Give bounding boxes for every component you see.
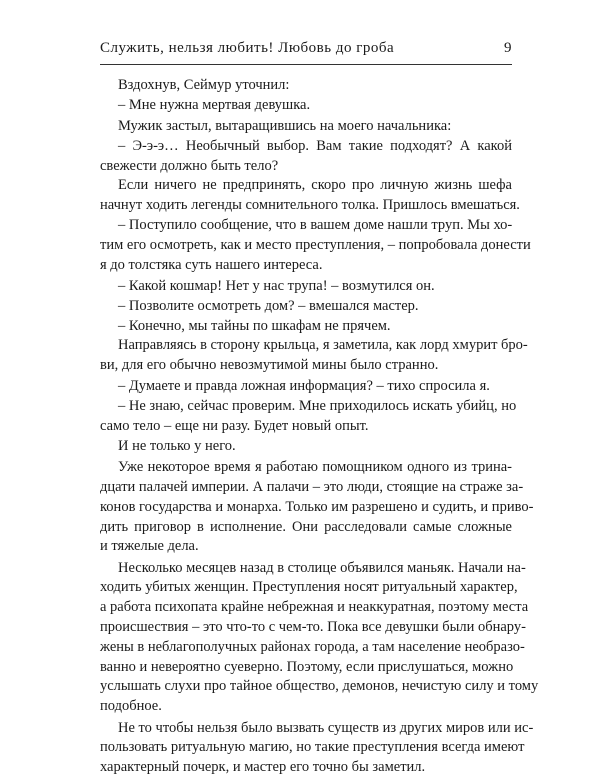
text-line: подобное. xyxy=(100,698,162,715)
body-text xyxy=(100,76,539,778)
paragraph xyxy=(100,377,512,397)
text-line: свежести должно быть тело? xyxy=(100,157,279,174)
paragraph xyxy=(100,458,534,557)
text-line: конов государства и монарха. Только им разрешено и судить, и приво- xyxy=(100,498,534,515)
text-line: дить приговор в исполнение. Они расследовали самые сложные xyxy=(100,518,512,535)
text-line: пользовать ритуальную магию, но такие преступления всегда имеют xyxy=(100,739,525,756)
text-line: ванно и невероятно суеверно. Поэтому, если прислушаться, можно xyxy=(100,658,514,675)
page-number: 9 xyxy=(504,40,512,56)
paragraph xyxy=(100,437,512,457)
paragraph xyxy=(100,117,512,137)
text-line: характерный почерк, и мастер его точно бы заметил. xyxy=(100,759,426,776)
header-rule xyxy=(100,64,512,65)
text-line: а работа психопата крайне небрежная и неаккуратная, поэтому места xyxy=(100,599,529,616)
paragraph xyxy=(100,559,539,717)
text-line: Несколько месяцев назад в столице объявился маньяк. Начали на- xyxy=(118,559,526,576)
text-line: и тяжелые дела. xyxy=(100,538,199,555)
paragraph xyxy=(100,719,534,778)
paragraph xyxy=(100,176,520,216)
text-line: – Какой кошмар! Нет у нас трупа! – возмутился он. xyxy=(118,277,435,294)
text-line: жены в неблагополучных районах города, а там население необразо- xyxy=(100,638,525,655)
paragraph xyxy=(100,317,512,337)
text-line: происшествия – это что-то с чем-то. Пока все девушки были обнару- xyxy=(100,619,526,636)
text-line: дцати палачей империи. А палачи – это люди, стоящие на страже за- xyxy=(100,478,524,495)
paragraph xyxy=(100,76,512,96)
text-line: – Позволите осмотреть дом? – вмешался мастер. xyxy=(118,297,419,314)
text-line: Не то чтобы нельзя было вызвать существ из других миров или ис- xyxy=(118,719,534,736)
text-line: Если ничего не предпринять, скоро про личную жизнь шефа xyxy=(118,177,512,194)
text-line: услышать слухи про тайное общество, демонов, нечистую силу и тому xyxy=(100,678,539,695)
text-line: я до толстяка суть нашего интереса. xyxy=(100,256,323,273)
text-line: – Конечно, мы тайны по шкафам не прячем. xyxy=(118,317,391,334)
text-line: – Не знаю, сейчас проверим. Мне приходилось искать убийц, но xyxy=(118,398,517,415)
paragraph xyxy=(100,397,517,437)
text-line: – Э-э-э… Необычный выбор. Вам такие подходят? А какой xyxy=(118,137,512,154)
text-line: – Думаете и правда ложная информация? – тихо спросила я. xyxy=(118,378,490,395)
text-line: Направляясь в сторону крыльца, я заметила, как лорд хмурит бро- xyxy=(118,337,528,354)
text-line: – Поступило сообщение, что в вашем доме нашли труп. Мы хо- xyxy=(118,217,513,234)
text-line: начнут ходить легенды сомнительного толка. Пришлось вмешаться. xyxy=(100,197,520,214)
paragraph xyxy=(100,336,528,376)
paragraph xyxy=(100,216,531,275)
text-line: Уже некоторое время я работаю помощником одного из трина- xyxy=(118,459,512,476)
text-line: – Мне нужна мертвая девушка. xyxy=(118,96,311,113)
text-line: само тело – еще ни разу. Будет новый опыт. xyxy=(100,418,369,435)
text-line: ви, для его обычно невозмутимой мины было странно. xyxy=(100,357,439,374)
paragraph xyxy=(100,137,512,177)
text-line: Вздохнув, Сеймур уточнил: xyxy=(118,77,290,93)
text-line: И не только у него. xyxy=(118,437,236,454)
paragraph xyxy=(100,297,512,317)
text-line: тим его осмотреть, как и место преступления, – попробовала донести xyxy=(100,236,531,253)
text-line: ходить убитых женщин. Преступления носят ритуальный характер, xyxy=(100,579,518,596)
paragraph xyxy=(100,96,512,116)
paragraph xyxy=(100,277,512,297)
running-head-title: Служить, нельзя любить! Любовь до гроба xyxy=(100,40,395,56)
text-line: Мужик застыл, вытаращившись на моего начальника: xyxy=(118,118,452,135)
